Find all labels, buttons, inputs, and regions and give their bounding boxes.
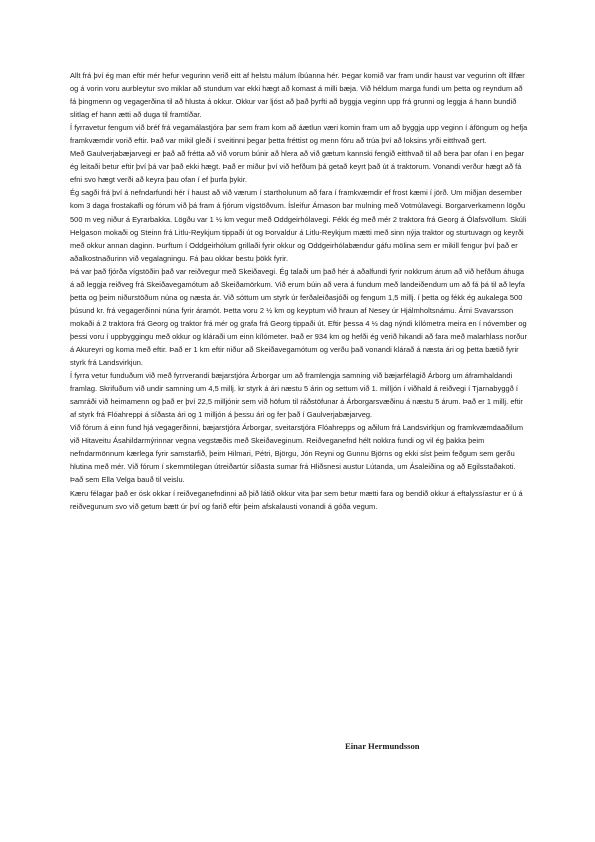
paragraph-6: Í fyrra vetur funduðum við með fyrrverandi bæjarstjóra Árborgar um að framlengja samning við bæjarfélagið Árborg um áframhaldandi framlag. Skrifuðum við undir samning um 4,5 millj. kr styrk á ári næstu 5 árin og settum við 1. milljón í viðhald á reiðvegi í Tjarnabyggð í samráði við heimamenn og það er því 22,5 milljónir sem við höfum til ráðstöfunar á Árborgarsvæðinu á næstu 5 árum. Það er 1 millj. eftir af styrk frá Flóahreppi á síðasta ári og 1 milljón á þessu ári og fer það í Gaulverjabæjarveg. — [70, 371, 523, 420]
paragraph-4: Ég sagði frá því á nefndarfundi hér í haust að við værum í startholunum að fara í framkvæmdir ef frost kæmi í jörð. Um miðjan desember kom 3 daga frostakafli og fórum við þá fram á fjórum vígstöðvum. Ísleifur Árnason bar mulning með Votmúlavegi. Borgarverkamenn lögðu 500 m veg niður á Eyrarbakka. Lögðu var 1 ½ km vegur með Oddgeirhólavegi. Fékk ég með mér 2 traktora frá Georg á Ólafsvöllum. Skúli Helgason mokaði og Steinn frá Litlu-Reykjum tippaði út og Þorvaldur á Litlu-Reykjum mætti með sinn nýja traktor og sturtuvagn og keyrði með okkur annan daginn. Þurftum í Oddgeirhólum grillaði fyrir okkur og Oddgeirhólabændur gáfu mölina sem er mikill fengur því það er aðalkostnaðurinn við vegalagningu. Fá þau okkar bestu þökk fyrir. — [70, 188, 527, 263]
paragraph-5: Þá var það fjórða vígstöðin það var reiðvegur með Skeiðavegi. Ég talaði um það hér á aðalfundi fyrir nokkrum árum að við hefðum áhuga á að leggja reiðveg frá Skeiðavegamótum að Skeiðamörkum. Við erum búin að vera á fundum með landeiðendum um að fá þá til að leyfa þetta og þeim niðurstöðum núna og næsta ár. Við sóttum um styrk úr ferðaleiðasjóði og fengum 1,5 millj. í þetta og fékk ég aukalega 500 þúsund kr. frá vegagerðinni núna fyrir áramót. Þetta voru 2 ½ km og keyptum við hraun af Nesey úr Hjálmholtsnámu. Árni Svavarsson mokaði á 2 traktora frá Georg og traktor frá mér og grafa frá Georg tippaði út. Eftir þessa 4 ½ dag nýndi kílómetra meira en í nóvember og þessi voru í uppbyggingu með okkur og kláraði um einn kílómeter. Það er 934 km og hefði ég verið hikandi að fara með malarhlass norður á Akureyri og koma með eftir. Það er 1 km eftir niður að Skeiðavegamótum og verðu það vonandi klárað á næsta ári og þetta bætið fyrir styrk frá Landsvirkjun. — [70, 266, 527, 368]
paragraph-3: Með Gaulverjabæjarvegi er það að frétta að við vorum búnir að hlera að við gætum kannski fengið eitthvað til að bera þar ofan í en þegar ég leitaði betur eftir því þá var það ekki hægt. Það er miður því við hefðum þá getað keyrt það út á traktorum. Vonandi verður hægt að fá efni svo hægt verði að keyra þau ofan í ef þurfa þykir. — [70, 149, 525, 185]
paragraph-7: Við fórum á einn fund hjá vegagerðinni, bæjarstjóra Árborgar, sveitarstjóra Flóahrepps og aðilum frá Landsvirkjun og framkvæmdaaðilum við Hitaveitu Ásahildarmýrinnar vegna vegstæðis með Skeiðaveginum. Reiðveganefnd hélt nokkra fundi og vil ég þakka þeim nefndarmönnum kærlega fyrir samstarfið, þeim Hilmari, Pétri, Björgu, Jón Reyni og Gunnu Björns og ekki síst þeim feðgum sem gerðu hlutina með mér. Við fórum í skemmtilegan útreiðartúr síðasta sumar frá Hliðsnesi austur Lútanda, um Ásaleiðina og að Egilsstaðakoti. Það sem Ella Velga bauð til veislu. — [70, 423, 524, 485]
paragraph-1: Allt frá því ég man eftir mér hefur vegurinn verið eitt af helstu málum íbúanna hér. Þegar komið var fram undir haust var vegurinn oft illfær og á vorin voru aurbleytur svo miklar að stundum var ekki hægt að komast á milli bæja. Við héldum marga fundi um þetta og reyndum að fá þingmenn og vegagerðina til að hlusta á okkur. Okkur var ljóst að það þyrfti að byggja veginn upp frá grunni og leggja á hann bundið slitlag ef hann ætti að duga til framtíðar. — [70, 71, 525, 120]
signature: Einar Hermundsson — [345, 741, 420, 751]
document-body — [70, 69, 530, 513]
paragraph-2: Í fyrravetur fengum við bréf frá vegamálastjóra þar sem fram kom að áætlun væri komin fram um að byggja upp veginn í áföngum og hefja framkvæmdir vorið eftir. Það var mikil gleði í sveitinni þegar þetta fréttist og menn fóru að trúa því að loksins yrði eitthvað gert. — [70, 123, 528, 146]
paragraph-8: Kæru félagar það er ósk okkar í reiðveganefndinni að þið látið okkur vita þar sem betur mætti fara og bendið okkur á eftalyssíastur er ú á reiðvegunum svo við getum bætt úr því og farið eftir þeim afskalausti vonandi á góða vegum. — [70, 488, 523, 511]
